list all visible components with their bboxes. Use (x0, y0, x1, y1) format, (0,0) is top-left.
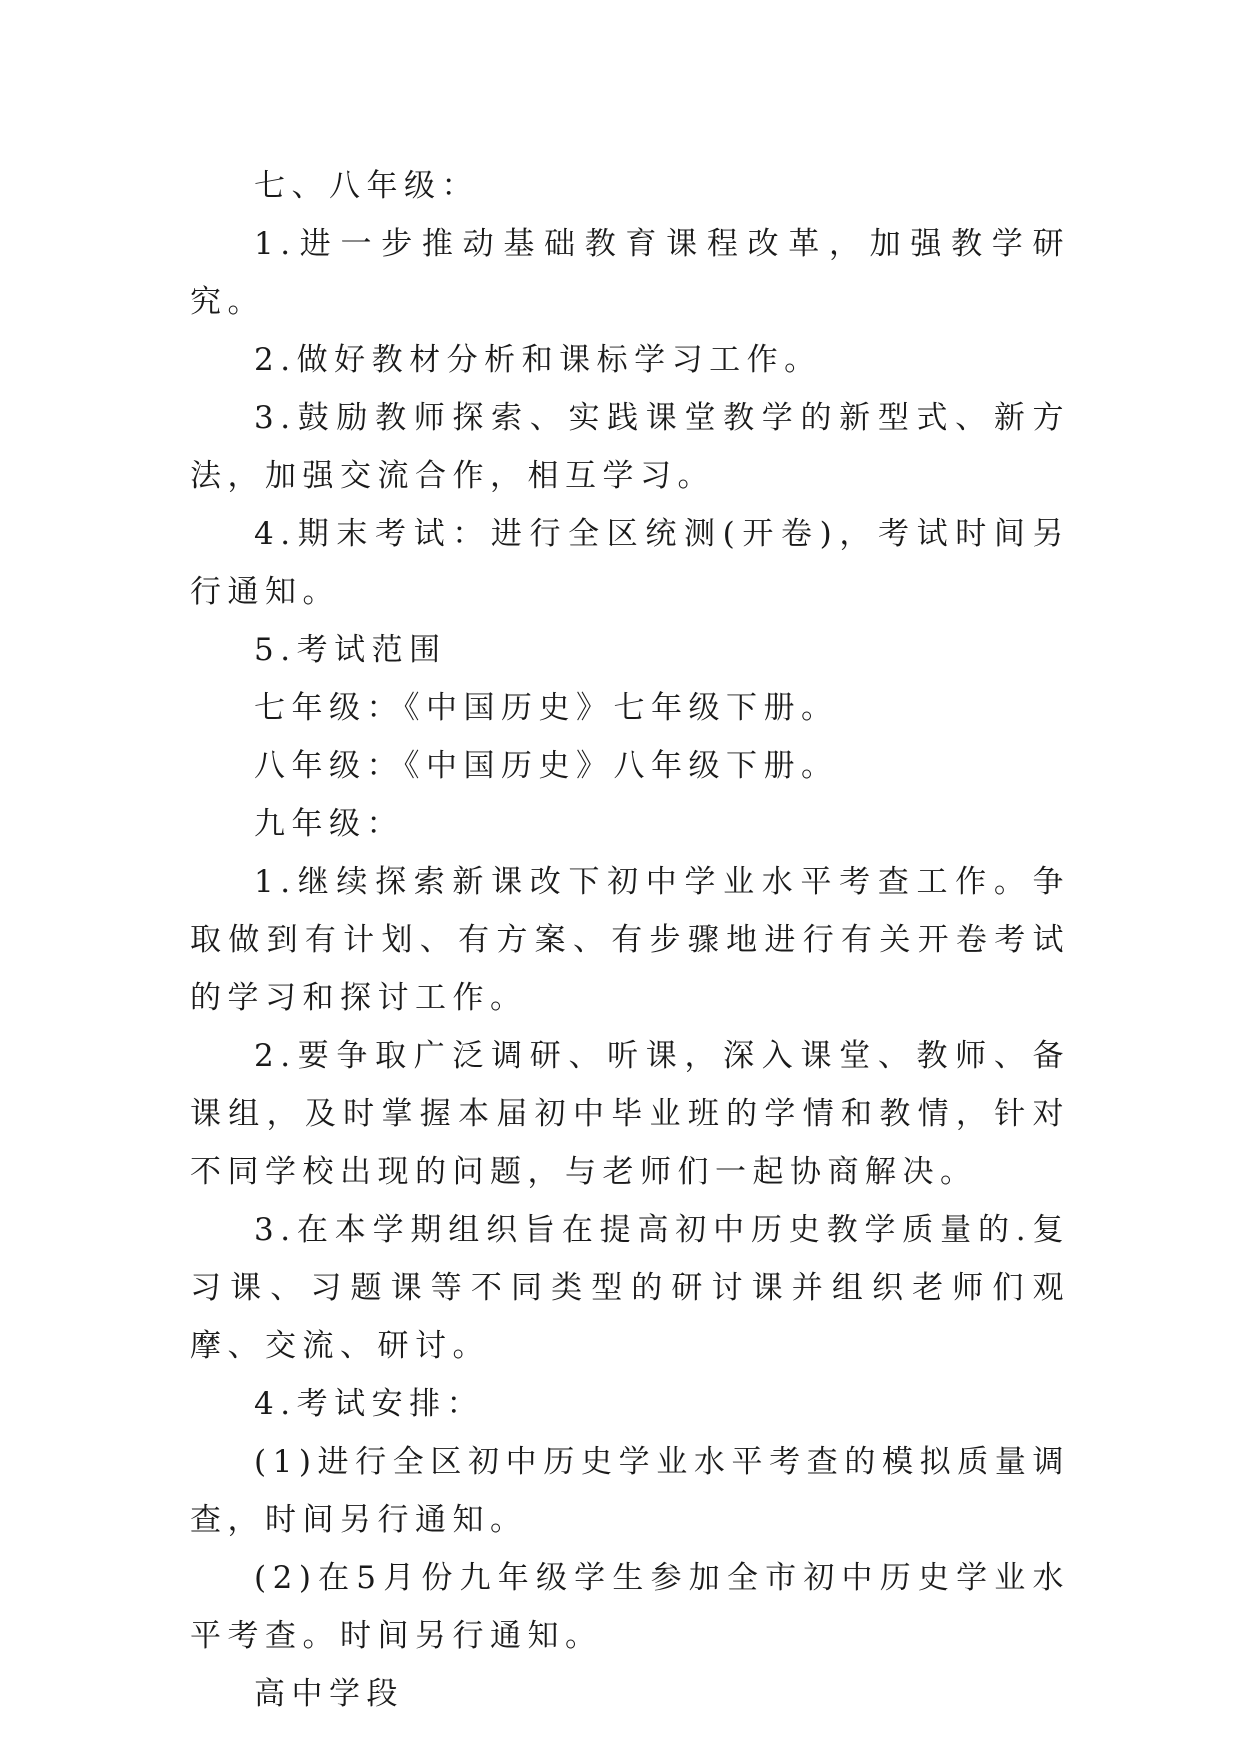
paragraph-grade9-item-2: 2.要争取广泛调研、听课，深入课堂、教师、备课组，及时掌握本届初中毕业班的学情和教情，针对不同学校出现的问题，与老师们一起协商解决。 (190, 1038, 1070, 1190)
paragraph-item-1: 1.进一步推动基础教育课程改革，加强教学研究。 (190, 226, 1070, 320)
paragraph-grade9-item-4: 4.考试安排： (254, 1386, 485, 1422)
paragraph-grade9-item-1: 1.继续探索新课改下初中学业水平考查工作。争取做到有计划、有方案、有步骤地进行有关开卷考试的学习和探讨工作。 (190, 864, 1070, 1016)
exam-scope-grade-7: 七年级：《中国历史》七年级下册。 (254, 690, 839, 726)
exam-scope-grade-8: 八年级：《中国历史》八年级下册。 (254, 748, 839, 784)
document-body (190, 157, 1070, 1723)
paragraph-item-2: 2.做好教材分析和课标学习工作。 (254, 342, 822, 378)
paragraph-exam-arrangement-1: (1)进行全区初中历史学业水平考查的模拟质量调查，时间另行通知。 (190, 1444, 1070, 1538)
heading-high-school: 高中学段 (254, 1676, 404, 1712)
paragraph-exam-arrangement-2: (2)在5月份九年级学生参加全市初中历史学业水平考查。时间另行通知。 (190, 1560, 1070, 1654)
heading-grade-7-8: 七、八年级： (254, 168, 479, 204)
heading-grade-9: 九年级： (254, 806, 404, 842)
paragraph-item-4: 4.期末考试：进行全区统测(开卷)，考试时间另行通知。 (190, 516, 1070, 610)
paragraph-item-3: 3.鼓励教师探索、实践课堂教学的新型式、新方法，加强交流合作，相互学习。 (190, 400, 1070, 494)
paragraph-item-5: 5.考试范围 (254, 632, 447, 668)
paragraph-grade9-item-3: 3.在本学期组织旨在提高初中历史教学质量的.复习课、习题课等不同类型的研讨课并组织老师们观摩、交流、研讨。 (190, 1212, 1070, 1364)
